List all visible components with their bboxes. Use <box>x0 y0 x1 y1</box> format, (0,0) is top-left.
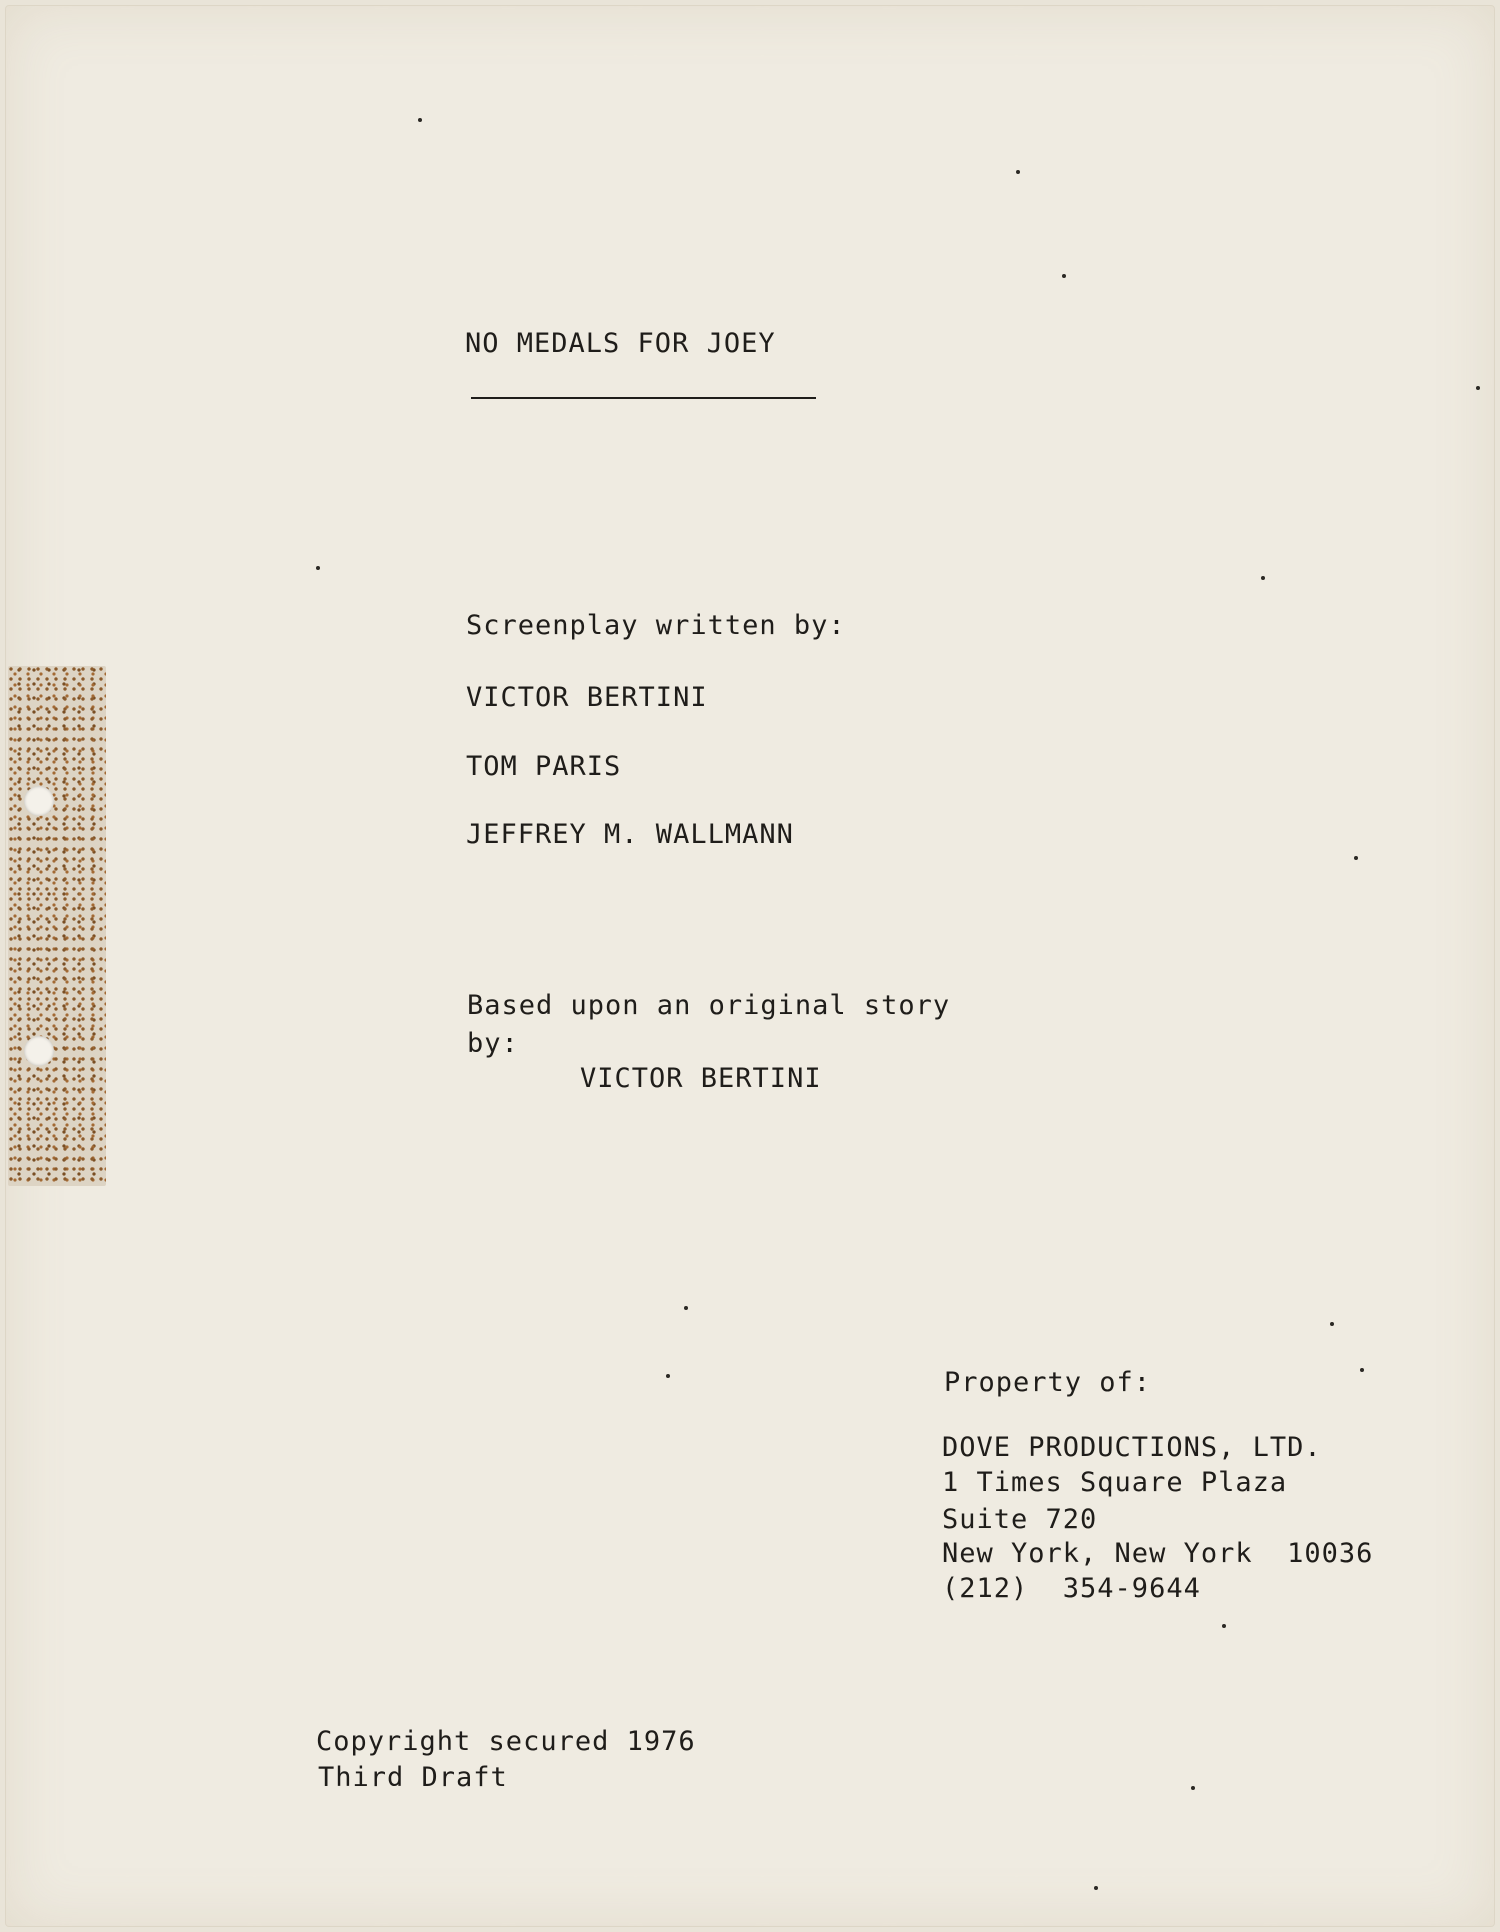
paper-speck <box>1354 856 1358 860</box>
paper-speck <box>666 1374 670 1378</box>
title-page <box>6 6 1494 1926</box>
script-title: NO MEDALS FOR JOEY <box>465 328 776 359</box>
paper-speck <box>1094 1886 1098 1890</box>
binding-strip <box>8 666 106 1186</box>
paper-speck <box>684 1306 688 1310</box>
story-credit-line2: by: <box>467 1028 519 1059</box>
copyright-line: Copyright secured 1976 <box>316 1726 696 1757</box>
paper-speck <box>418 118 422 122</box>
paper-speck <box>1191 1786 1195 1790</box>
property-address1: 1 Times Square Plaza <box>942 1467 1288 1498</box>
paper-speck <box>1261 576 1265 580</box>
author-2: TOM PARIS <box>466 751 622 782</box>
paper-speck <box>1330 1322 1334 1326</box>
paper-speck <box>1360 1368 1364 1372</box>
paper-speck <box>1222 1624 1226 1628</box>
property-address2: Suite 720 <box>942 1504 1098 1535</box>
story-credit-line1: Based upon an original story <box>467 990 951 1021</box>
punch-hole-bottom <box>24 1036 54 1066</box>
screenplay-heading: Screenplay written by: <box>466 610 846 641</box>
draft-line: Third Draft <box>318 1762 508 1793</box>
property-city: New York, New York 10036 <box>942 1538 1374 1569</box>
paper-speck <box>316 566 320 570</box>
paper-speck <box>1016 170 1020 174</box>
author-3: JEFFREY M. WALLMANN <box>466 819 794 850</box>
property-heading: Property of: <box>944 1367 1152 1398</box>
title-underline <box>471 397 816 399</box>
paper-speck <box>1476 386 1480 390</box>
story-author: VICTOR BERTINI <box>580 1063 822 1094</box>
paper-speck <box>1062 274 1066 278</box>
property-company: DOVE PRODUCTIONS, LTD. <box>942 1432 1322 1463</box>
property-phone: (212) 354-9644 <box>942 1573 1201 1604</box>
punch-hole-top <box>24 786 54 816</box>
author-1: VICTOR BERTINI <box>466 682 708 713</box>
